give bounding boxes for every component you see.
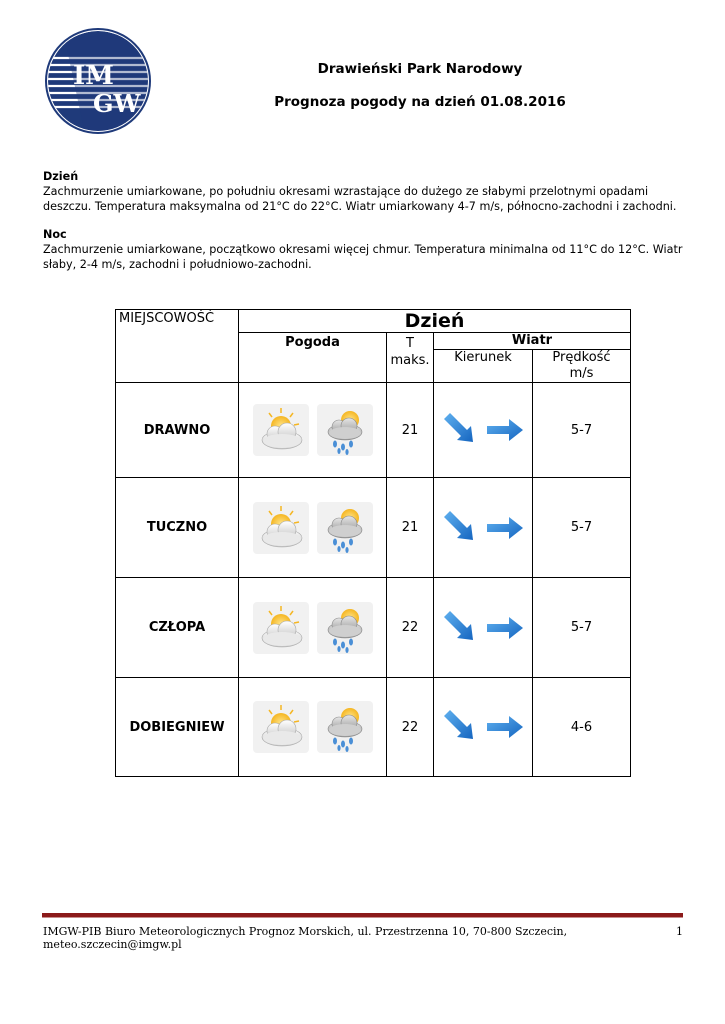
showers-icon (317, 701, 373, 753)
night-text: Zachmurzenie umiarkowane, początkowo okresami więcej chmur. Temperatura minimalna od 11°C do 12°C. Wiatr słaby, 2-4 m/s, zachodni i południowo-zachodni. (43, 243, 683, 271)
table-row (116, 383, 631, 478)
northwest-wind-arrow-icon (441, 707, 481, 747)
night-forecast (43, 227, 693, 272)
forecast-table (115, 309, 631, 777)
header-day: Dzień (239, 310, 631, 333)
footer (43, 925, 683, 951)
header-location: MIEJSCOWOŚĆ (116, 310, 239, 383)
partly-cloudy-icon (253, 602, 309, 654)
header-speed: Prędkość m/s (533, 350, 631, 383)
temp-max: 22 (387, 678, 434, 777)
partly-cloudy-icon (253, 404, 309, 456)
night-label: Noc (43, 228, 67, 241)
footer-text: IMGW-PIB Biuro Meteorologicznych Prognoz Morskich, ul. Przestrzenna 10, 70-800 Szczecin, meteo.szczecin@imgw.pl (43, 925, 568, 951)
day-label: Dzień (43, 170, 79, 183)
west-wind-arrow-icon (485, 608, 525, 648)
partly-cloudy-icon (253, 701, 309, 753)
logo-text-im: IM (73, 61, 114, 91)
table-row (116, 478, 631, 578)
west-wind-arrow-icon (485, 508, 525, 548)
location-name: DOBIEGNIEW (116, 678, 239, 777)
table-row (116, 578, 631, 678)
header-direction: Kierunek (434, 350, 533, 383)
showers-icon (317, 502, 373, 554)
northwest-wind-arrow-icon (441, 508, 481, 548)
day-text: Zachmurzenie umiarkowane, po południu okresami wzrastające do dużego ze słabymi przelotnymi opadami deszczu. Temperatura maksymalna od 21°C do 22°C. Wiatr umiarkowany 4-7 m/s, północno-zachodni i zachodni. (43, 185, 677, 213)
logo-text-gw: GW (93, 89, 141, 118)
wind-speed: 5-7 (533, 383, 631, 478)
partly-cloudy-icon (253, 502, 309, 554)
temp-max: 21 (387, 383, 434, 478)
location-name: TUCZNO (116, 478, 239, 578)
northwest-wind-arrow-icon (441, 410, 481, 450)
day-forecast (43, 169, 693, 214)
page-title: Drawieński Park Narodowy (317, 61, 523, 77)
page-number: 1 (676, 925, 683, 938)
table-row (116, 678, 631, 777)
wind-speed: 5-7 (533, 578, 631, 678)
west-wind-arrow-icon (485, 410, 525, 450)
footer-rule (42, 913, 683, 918)
temp-max: 21 (387, 478, 434, 578)
west-wind-arrow-icon (485, 707, 525, 747)
header-weather: Pogoda (239, 333, 387, 383)
header-temp: T maks. (387, 333, 434, 383)
northwest-wind-arrow-icon (441, 608, 481, 648)
header-wind: Wiatr (434, 333, 631, 350)
wind-speed: 5-7 (533, 478, 631, 578)
location-name: CZŁOPA (116, 578, 239, 678)
showers-icon (317, 404, 373, 456)
imgw-logo (45, 28, 151, 134)
temp-max: 22 (387, 578, 434, 678)
location-name: DRAWNO (116, 383, 239, 478)
showers-icon (317, 602, 373, 654)
wind-speed: 4-6 (533, 678, 631, 777)
page-subtitle: Prognoza pogody na dzień 01.08.2016 (274, 94, 566, 110)
